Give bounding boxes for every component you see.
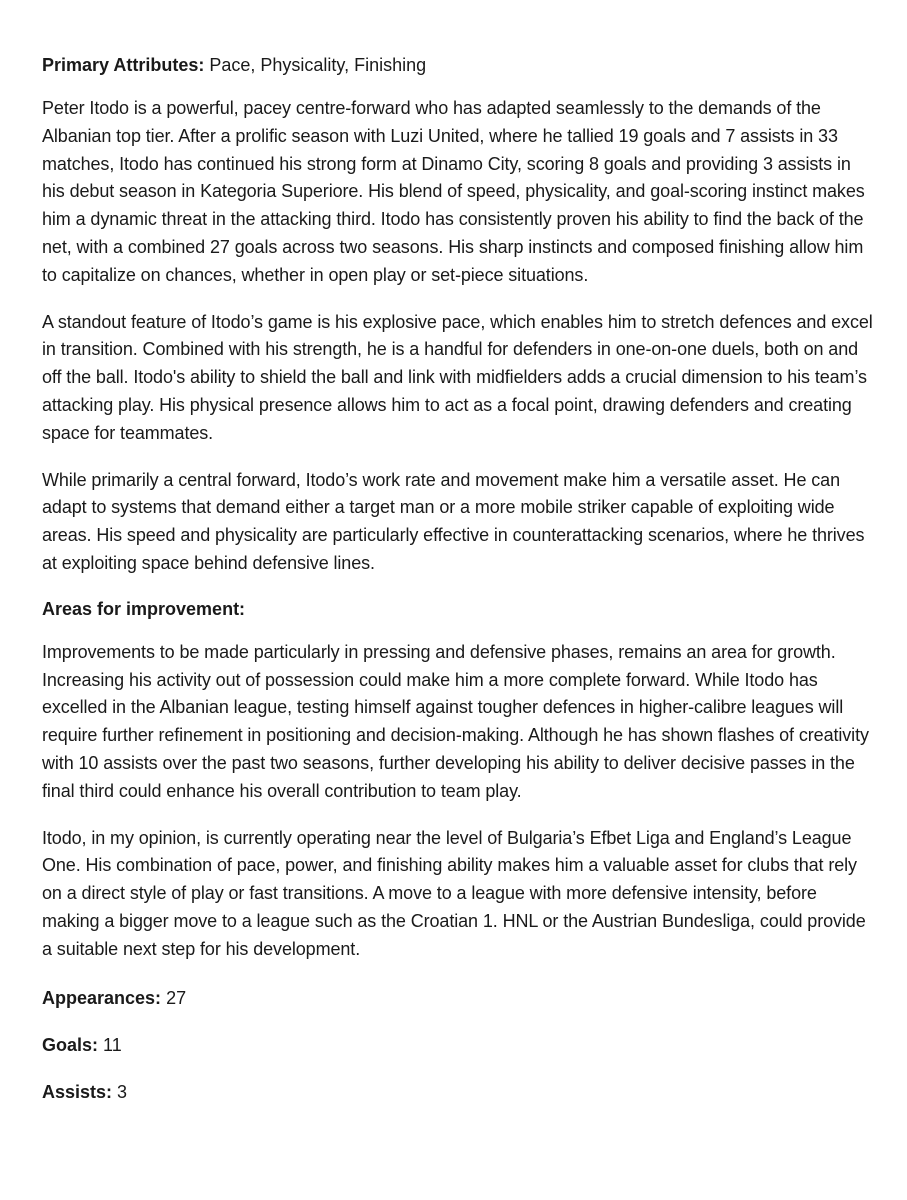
profile-paragraph: Peter Itodo is a powerful, pacey centre-forward who has adapted seamlessly to the demands of the Albanian top tier. After a prolific season with Luzi United, where he tallied 19 goals and 7 assists in 33 matches, Itodo has continued his strong form at Dinamo City, scoring 8 goals and providing 3 assists in his debut season in Kategoria Superiore. His blend of speed, physicality, and goal-scoring instinct makes him a dynamic threat in the attacking third. Itodo has consistently proven his ability to find the back of the net, with a combined 27 goals across two seasons. His sharp instincts and composed finishing allow him to capitalize on chances, whether in open play or set-piece situations.: [42, 98, 865, 285]
primary-attributes-value: Pace, Physicality, Finishing: [204, 55, 427, 75]
primary-attributes-label: Primary Attributes:: [42, 55, 205, 75]
stat-goals-value: 11: [98, 1034, 122, 1055]
profile-paragraph: While primarily a central forward, Itodo’s work rate and movement make him a versatile asset. He can adapt to systems that demand either a target man or a more mobile striker capable of exploiting wide areas. His speed and physicality are particularly effective in counterattacking scenarios, where he thrives at exploiting space behind defensive lines.: [42, 469, 865, 573]
stat-goals-label: Goals:: [42, 1034, 99, 1055]
primary-attributes: [42, 53, 877, 77]
assessment-paragraph: Itodo, in my opinion, is currently operating near the level of Bulgaria’s Efbet Liga and England’s League One. His combination of pace, power, and finishing ability makes him a valuable asset for clubs that rely on a direct style of play or fast transitions. A move to a league with more defensive intensity, before making a bigger move to a league such as the Croatian 1. HNL or the Austrian Bundesliga, could provide a suitable next step for his development.: [42, 827, 866, 959]
improvement-heading: Areas for improvement:: [42, 598, 246, 619]
improvement-paragraph: Improvements to be made particularly in pressing and defensive phases, remains an area for growth. Increasing his activity out of possession could make him a more complete forward. While Itodo has excelled in the Albanian league, testing himself against tougher defences in higher-calibre leagues will require further refinement in positioning and decision-making. Although he has shown flashes of creativity with 10 assists over the past two seasons, further developing his ability to deliver decisive passes in the final third could enhance his overall contribution to team play.: [42, 641, 869, 801]
stat-appearances: [42, 986, 877, 1010]
stat-appearances-value: 27: [161, 987, 187, 1008]
stat-appearances-label: Appearances:: [42, 987, 162, 1008]
profile-paragraph: A standout feature of Itodo’s game is his explosive pace, which enables him to stretch defences and excel in transition. Combined with his strength, he is a handful for defenders in one-on-one duels, both on and off the ball. Itodo's ability to shield the ball and link with midfielders adds a crucial dimension to his team’s attacking play. His physical presence allows him to act as a focal point, drawing defenders and creating space for teammates.: [42, 311, 873, 443]
stat-assists-label: Assists:: [42, 1081, 113, 1102]
stat-goals: [42, 1033, 877, 1057]
stat-assists: [42, 1080, 877, 1104]
stat-assists-value: 3: [112, 1081, 128, 1102]
